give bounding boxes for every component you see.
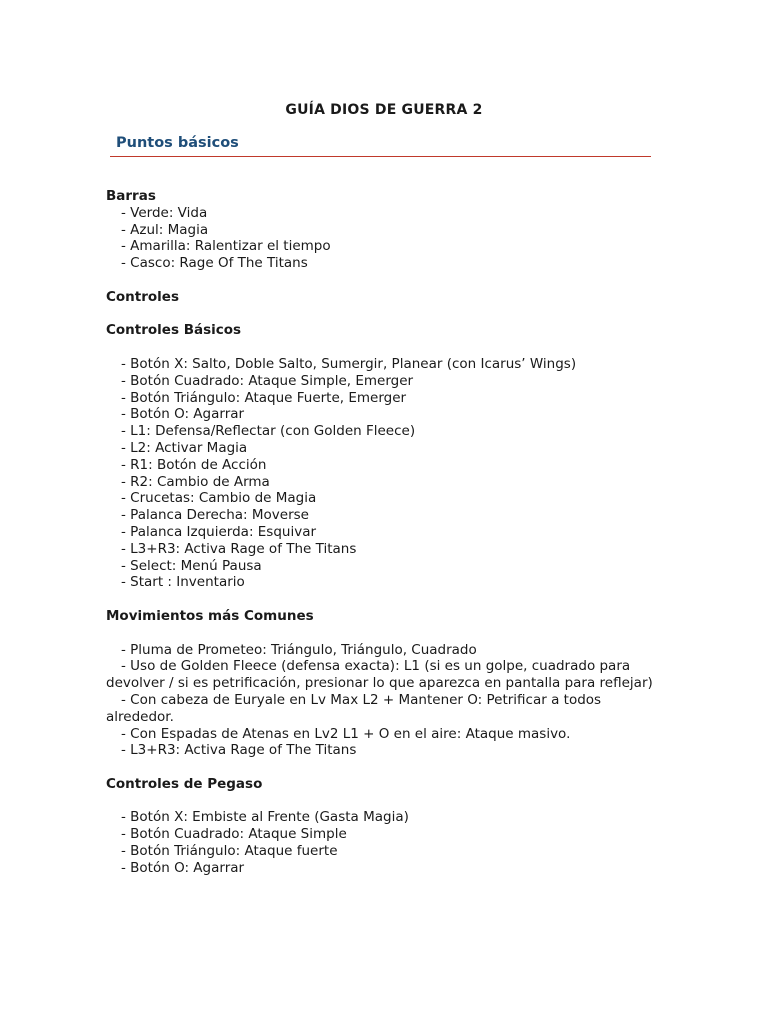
list-item: - Botón Triángulo: Ataque fuerte: [121, 843, 338, 860]
pegaso-heading: Controles de Pegaso: [106, 775, 263, 792]
document-body: [106, 188, 666, 877]
barras-heading: Barras: [106, 188, 156, 204]
list-item: - Palanca Izquierda: Esquivar: [121, 523, 317, 540]
list-item: - Verde: Vida: [121, 204, 208, 221]
list-item: - R1: Botón de Acción: [121, 456, 267, 473]
list-item: - Amarilla: Ralentizar el tiempo: [121, 238, 331, 255]
list-item: - L2: Activar Magia: [121, 439, 248, 456]
list-item: - Con cabeza de Euryale en Lv Max L2 + Mantener O: Petrificar a todos alrededor.: [106, 691, 602, 725]
list-item: - L3+R3: Activa Rage of The Titans: [121, 742, 357, 759]
movimientos-heading: Movimientos más Comunes: [106, 607, 314, 624]
list-item: - Botón O: Agarrar: [121, 406, 245, 423]
controles-heading: Controles: [106, 288, 179, 305]
document-title: GUÍA DIOS DE GUERRA 2: [285, 102, 483, 118]
list-item: - R2: Cambio de Arma: [121, 473, 270, 490]
list-item: - Select: Menú Pausa: [121, 557, 262, 574]
list-item: - L1: Defensa/Reflectar (con Golden Fleece): [121, 423, 416, 440]
list-item: - Crucetas: Cambio de Magia: [121, 490, 317, 507]
controles-basicos-heading: Controles Básicos: [106, 322, 242, 339]
section-heading: Puntos básicos: [116, 135, 239, 151]
list-item: - Azul: Magia: [121, 221, 209, 238]
list-item: - Uso de Golden Fleece (defensa exacta): L1 (si es un golpe, cuadrado para devolver / si es petrificación, presionar lo que aparezca en pantalla para reflejar): [106, 658, 653, 692]
list-item: - Botón O: Agarrar: [121, 859, 245, 876]
section-divider: [110, 156, 651, 157]
list-item: - Casco: Rage Of The Titans: [121, 255, 308, 272]
list-item: - L3+R3: Activa Rage of The Titans: [121, 540, 357, 557]
list-item: - Botón Cuadrado: Ataque Simple: [121, 826, 347, 843]
list-item: - Botón X: Embiste al Frente (Gasta Magia): [121, 809, 409, 826]
list-item: - Con Espadas de Atenas en Lv2 L1 + O en el aire: Ataque masivo.: [121, 725, 571, 742]
list-item: - Pluma de Prometeo: Triángulo, Triángulo, Cuadrado: [121, 641, 477, 658]
list-item: - Botón Triángulo: Ataque Fuerte, Emerger: [121, 389, 407, 406]
list-item: - Botón Cuadrado: Ataque Simple, Emerger: [121, 372, 414, 389]
list-item: - Start : Inventario: [121, 574, 245, 591]
list-item: - Botón X: Salto, Doble Salto, Sumergir, Planear (con Icarus’ Wings): [121, 355, 577, 372]
list-item: - Palanca Derecha: Moverse: [121, 507, 309, 524]
